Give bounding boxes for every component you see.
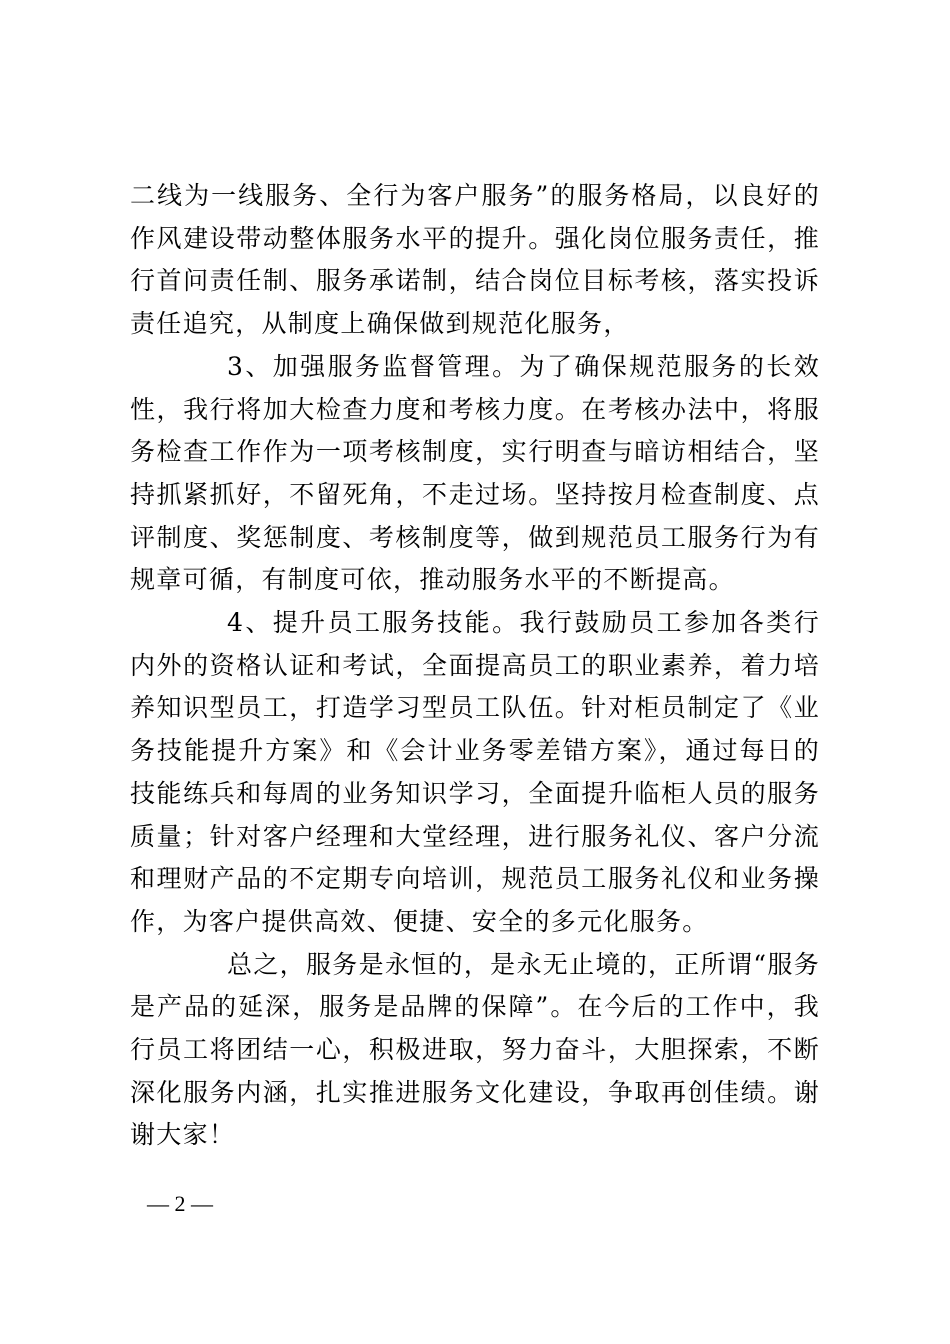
paragraph-service-skills: 4、提升员工服务技能。我行鼓励员工参加各类行内外的资格认证和考试，全面提高员工的职业素养，着力培养知识型员工，打造学习型员工队伍。针对柜员制定了《业务技能提升方案》和《会计业务零差错方案》，通过每日的技能练兵和每周的业务知识学习，全面提升临柜人员的服务质量；针对客户经理和大堂经理，进行服务礼仪、客户分流和理财产品的不定期专向培训，规范员工服务礼仪和业务操作，为客户提供高效、便捷、安全的多元化服务。 [130,608,820,936]
body-text [130,175,820,1157]
paragraph-service-supervision: 3、加强服务监督管理。为了确保规范服务的长效性，我行将加大检查力度和考核力度。在考核办法中，将服务检查工作作为一项考核制度，实行明查与暗访相结合，坚持抓紧抓好，不留死角，不走过场。坚持按月检查制度、点评制度、奖惩制度、考核制度等，做到规范员工服务行为有规章可循，有制度可依，推动服务水平的不断提高。 [130,351,820,595]
paragraph-continuation: 二线为一线服务、全行为客户服务”的服务格局，以良好的作风建设带动整体服务水平的提升。强化岗位服务责任，推行首问责任制、服务承诺制，结合岗位目标考核，落实投诉责任追究，从制度上确保做到规范化服务， [130,181,820,339]
page-number: — 2 — [147,1191,213,1216]
paragraph-conclusion: 总之，服务是永恒的，是永无止境的，正所谓“服务是产品的延深，服务是品牌的保障”。在今后的工作中，我行员工将团结一心，积极进取，努力奋斗，大胆探索，不断深化服务内涵，扎实推进服务文化建设，争取再创佳绩。谢谢大家！ [130,949,820,1150]
